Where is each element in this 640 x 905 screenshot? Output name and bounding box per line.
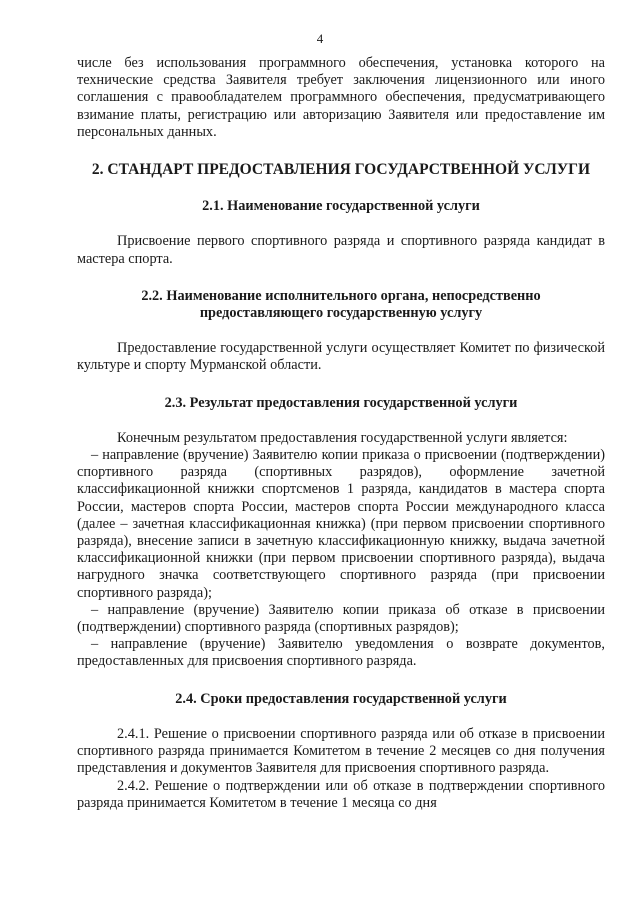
subsection-2-4-title: 2.4. Сроки предоставления государственной услуги <box>175 690 507 707</box>
page-content <box>77 55 605 812</box>
section-2-title: 2. СТАНДАРТ ПРЕДОСТАВЛЕНИЯ ГОСУДАРСТВЕННОЙ УСЛУГИ <box>91 161 591 179</box>
paragraph-2-4-1: 2.4.1. Решение о присвоении спортивного разряда или об отказе в присвоении спортивного разряда принимается Комитетом в течение 2 месяцев со дня получения представления и документов Заявителя для присвоения спортивного разряда. <box>77 725 605 777</box>
subsection-2-2-text: Предоставление государственной услуги осуществляет Комитет по физической культуре и спорту Мурманской области. <box>77 340 605 374</box>
paragraph-2-4-2: 2.4.2. Решение о подтверждении или об отказе в подтверждении спортивного разряда принимается Комитетом в течение 1 месяца со дня <box>77 777 605 811</box>
subsection-2-2-title-line2: предоставляющего государственную услугу <box>199 305 483 322</box>
subsection-2-3-title: 2.3. Результат предоставления государственной услуги <box>164 394 518 411</box>
result-item-2: – направление (вручение) Заявителю копии приказа об отказе в присвоении (подтверждении) спортивного разряда (спортивных разрядов); <box>77 601 605 636</box>
intro-paragraph: числе без использования программного обеспечения, установка которого на технические средства Заявителя требует заключения лицензионного или иного соглашения с правообладателем программного обеспечения, предусматривающего взимание платы, регистрацию или авторизацию Заявителя или предоставление им персональных данных. <box>77 55 605 140</box>
page-number: 4 <box>316 31 324 46</box>
subsection-2-1-title: 2.1. Наименование государственной услуги <box>202 198 480 215</box>
subsection-2-2-title <box>77 288 605 322</box>
subsection-2-3-lead: Конечным результатом предоставления государственной услуги является: <box>117 429 568 446</box>
subsection-2-2-title-line1: 2.2. Наименование исполнительного органа, непосредственно <box>141 287 541 304</box>
result-item-3: – направление (вручение) Заявителю уведомления о возврате документов, предоставленных для присвоения спортивного разряда. <box>77 636 605 670</box>
result-item-1: – направление (вручение) Заявителю копии приказа о присвоении (подтверждении) спортивного разряда (спортивных разрядов), оформление зачетной классификационной книжки спортсменов 1 разряда, кандидатов в мастера спорта России, мастеров спорта России, мастеров спорта России международного класса (далее – зачетная классификационная книжка) (при первом присвоении спортивного разряда), внесение записи в зачетную классификационную книжку, выдача зачетной классификационной книжки (при первом присвоении спортивного разряда), выдача нагрудного значка соответствующего спортивного разряда (при присвоении спортивного разряда); <box>77 447 605 601</box>
subsection-2-1-text: Присвоение первого спортивного разряда и спортивного разряда кандидат в мастера спорта. <box>77 233 605 267</box>
